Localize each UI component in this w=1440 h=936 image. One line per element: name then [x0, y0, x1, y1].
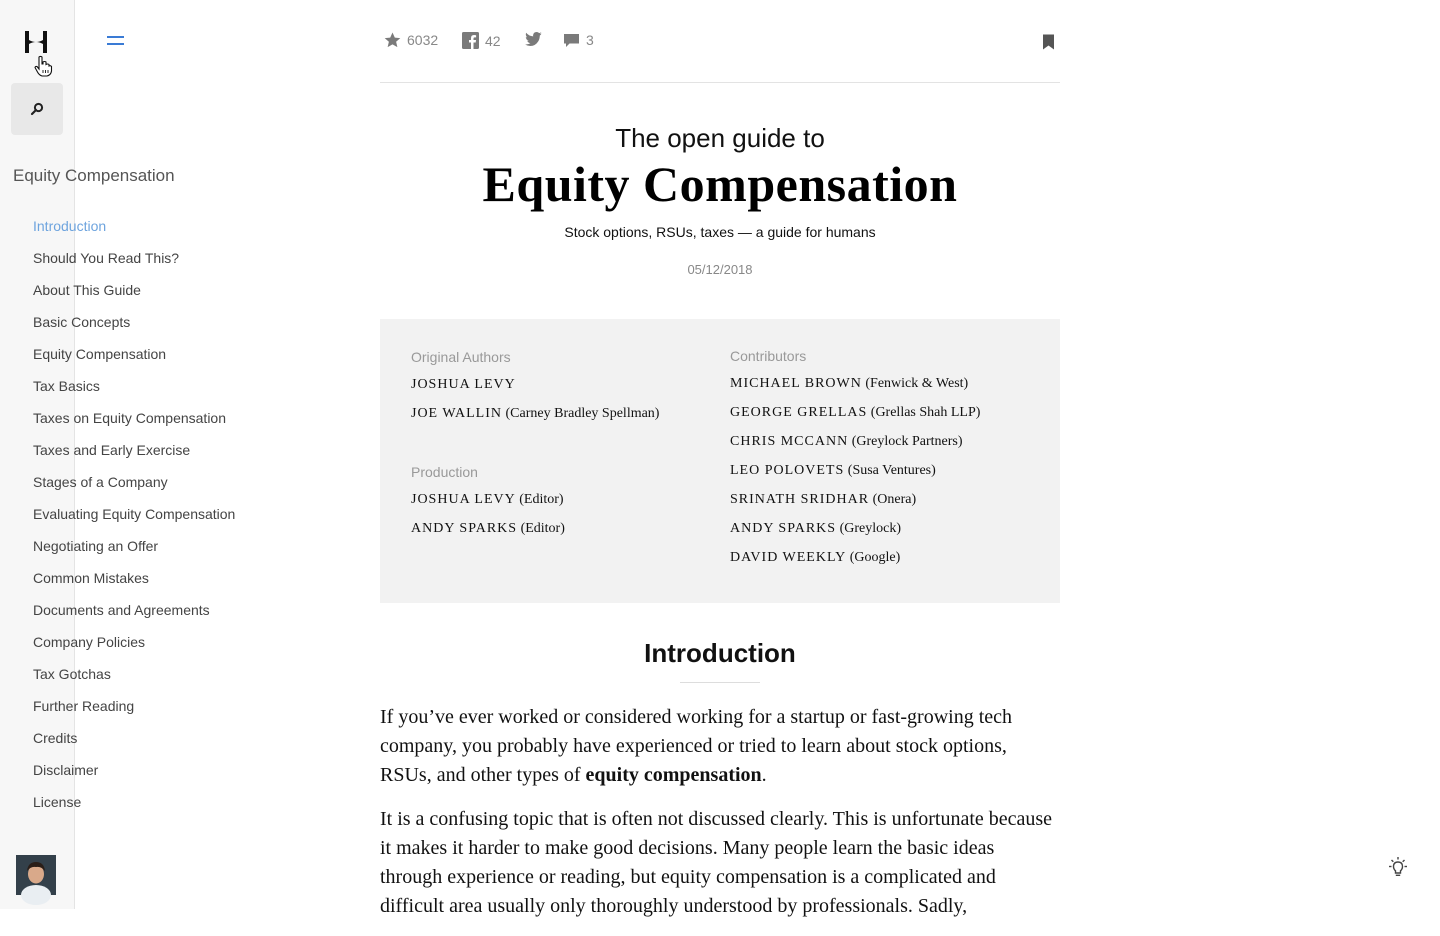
paragraph-2: It is a confusing topic that is often not discussed clearly. This is unfortunate because it makes it harder to make good decisions. Many people learn the basic ideas through experience or reading, but equity compensation is a complicated and difficult area usually only thoroughly understood by professionals. Sadly,: [380, 808, 1053, 917]
credit-name: CHRIS MCCANN: [730, 434, 849, 449]
credit-affiliation: (Carney Bradley Spellman): [505, 406, 660, 421]
paragraph-1: If you’ve ever worked or considered working for a startup or fast-growing tech company, you probably have experienced or tried to learn about stock options, RSUs, and other types of equity compensation.: [380, 706, 1013, 786]
bookmark-icon[interactable]: [1042, 34, 1055, 50]
credit-person: [411, 492, 659, 521]
sidebar-item[interactable]: Tax Basics: [33, 378, 100, 394]
credit-affiliation: (Google): [849, 550, 901, 565]
facebook-count: 42: [485, 32, 501, 49]
sidebar-item[interactable]: Taxes and Early Exercise: [33, 442, 191, 458]
sidebar-item[interactable]: Should You Read This?: [33, 250, 180, 266]
section-title: Introduction: [644, 638, 796, 668]
sidebar-item[interactable]: Taxes on Equity Compensation: [33, 410, 226, 426]
credit-name: GEORGE GRELLAS: [730, 405, 868, 420]
star-icon: [384, 32, 401, 48]
credit-name: ANDY SPARKS: [411, 521, 518, 536]
credit-person: [730, 405, 980, 434]
credits-left-column: [411, 349, 659, 550]
sidebar-item[interactable]: Introduction: [33, 218, 107, 234]
hero-pre-title: The open guide to: [615, 123, 825, 153]
publish-date: 05/12/2018: [687, 262, 753, 277]
credit-person: [730, 550, 980, 579]
credit-affiliation: (Greylock Partners): [851, 434, 963, 449]
credits-panel: [380, 319, 1060, 603]
bold-term: equity compensation: [585, 764, 762, 786]
sidebar-book-title: Equity Compensation: [13, 166, 175, 185]
sidebar-item[interactable]: Negotiating an Offer: [33, 538, 159, 554]
credit-name: JOSHUA LEVY: [411, 492, 516, 507]
sidebar-item[interactable]: Stages of a Company: [33, 474, 168, 490]
article-meta-bar: [380, 27, 1060, 83]
article-body: [380, 703, 1060, 936]
comments-count: 3: [586, 32, 594, 48]
stars-count: 6032: [407, 32, 439, 48]
credit-person: [730, 521, 980, 550]
twitter-share-button[interactable]: [525, 32, 542, 46]
credit-person: [730, 434, 980, 463]
contributors-heading: Contributors: [730, 348, 807, 364]
credit-affiliation: (Editor): [520, 521, 565, 536]
facebook-icon: [462, 32, 479, 49]
sidebar-item[interactable]: Equity Compensation: [33, 346, 167, 362]
credit-affiliation: (Fenwick & West): [865, 376, 969, 391]
sidebar-item[interactable]: About This Guide: [33, 282, 141, 298]
credit-person: [411, 377, 659, 406]
menu-icon[interactable]: [107, 34, 125, 50]
credit-name: LEO POLOVETS: [730, 463, 845, 478]
production-heading: Production: [411, 464, 478, 480]
sidebar-nav: [33, 216, 235, 824]
lightbulb-icon[interactable]: [1387, 856, 1409, 880]
credit-person: [730, 376, 980, 405]
credit-name: JOSHUA LEVY: [411, 377, 516, 392]
sidebar-item[interactable]: Tax Gotchas: [33, 666, 111, 682]
page-title: Equity Compensation: [482, 156, 958, 212]
section-divider: [680, 682, 760, 683]
credit-person: [730, 463, 980, 492]
credit-name: MICHAEL BROWN: [730, 376, 862, 391]
original-authors-list: [411, 377, 659, 435]
credit-name: DAVID WEEKLY: [730, 550, 847, 565]
contributors-list: [730, 376, 980, 579]
credit-affiliation: (Grellas Shah LLP): [870, 405, 981, 420]
sidebar-item[interactable]: Documents and Agreements: [33, 602, 210, 618]
logo-icon[interactable]: [23, 30, 49, 54]
credit-name: JOE WALLIN: [411, 406, 503, 421]
credit-person: [411, 406, 659, 435]
sidebar-item[interactable]: Common Mistakes: [33, 570, 149, 586]
search-button[interactable]: [11, 83, 63, 135]
sidebar-item[interactable]: Further Reading: [33, 698, 135, 714]
facebook-share-button[interactable]: [462, 32, 501, 49]
avatar[interactable]: [16, 855, 56, 895]
sidebar-item[interactable]: Company Policies: [33, 634, 146, 650]
credit-name: ANDY SPARKS: [730, 521, 837, 536]
comments-button[interactable]: [563, 32, 594, 48]
twitter-icon: [525, 32, 542, 46]
sidebar: [0, 0, 236, 909]
credit-affiliation: (Susa Ventures): [847, 463, 936, 478]
credit-person: [730, 492, 980, 521]
sidebar-item[interactable]: Credits: [33, 730, 78, 746]
page-subtitle: Stock options, RSUs, taxes — a guide for humans: [564, 224, 876, 240]
search-icon: [30, 102, 44, 116]
sidebar-item[interactable]: Disclaimer: [33, 762, 99, 778]
credit-affiliation: (Onera): [872, 492, 917, 507]
original-authors-heading: Original Authors: [411, 349, 511, 365]
credits-right-column: [730, 348, 980, 579]
credit-affiliation: (Editor): [519, 492, 564, 507]
credit-affiliation: (Greylock): [839, 521, 901, 536]
sidebar-item[interactable]: Basic Concepts: [33, 314, 131, 330]
stars-button[interactable]: [384, 32, 438, 48]
credit-name: SRINATH SRIDHAR: [730, 492, 870, 507]
sidebar-item[interactable]: Evaluating Equity Compensation: [33, 506, 236, 522]
credit-person: [411, 521, 659, 550]
production-list: [411, 492, 659, 550]
sidebar-item[interactable]: License: [33, 794, 82, 810]
comment-icon: [563, 33, 580, 48]
